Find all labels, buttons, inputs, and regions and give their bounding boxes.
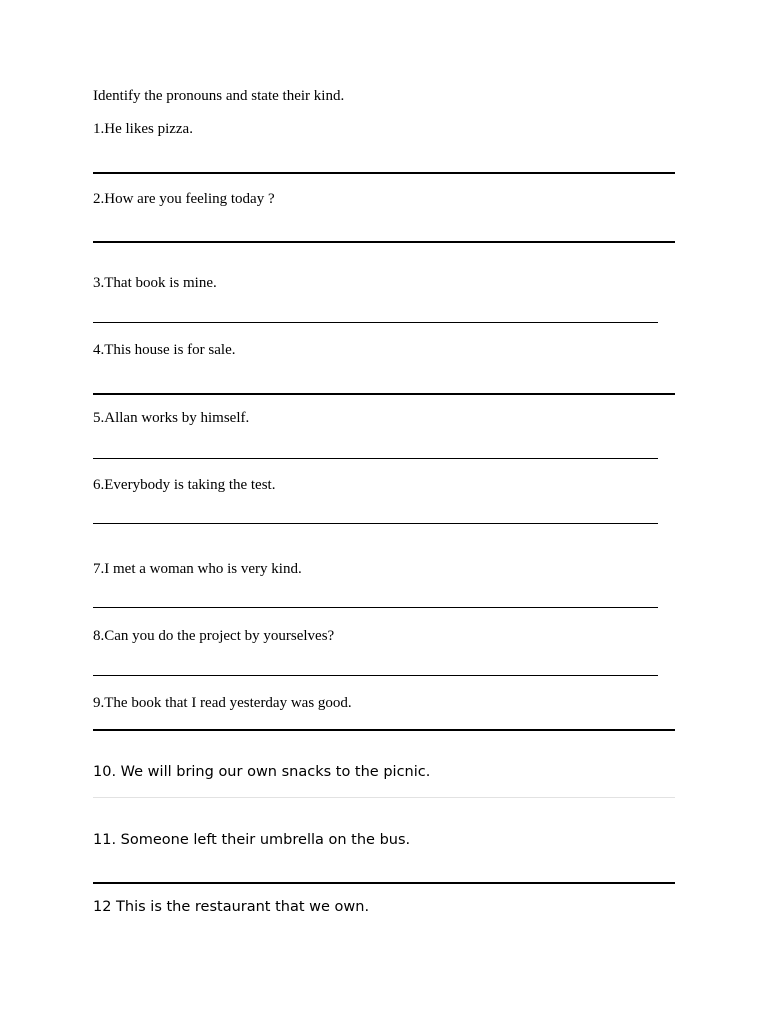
question-9: 9.The book that I read yesterday was good. [93, 695, 352, 711]
answer-line-9[interactable] [93, 729, 675, 731]
question-2: 2.How are you feeling today ? [93, 191, 275, 207]
question-3: 3.That book is mine. [93, 275, 217, 291]
question-7: 7.I met a woman who is very kind. [93, 561, 302, 577]
answer-line-7[interactable] [93, 607, 658, 608]
instructions: Identify the pronouns and state their kind. [93, 88, 345, 104]
answer-line-5[interactable] [93, 458, 658, 459]
question-4: 4.This house is for sale. [93, 342, 236, 358]
answer-line-8[interactable] [93, 675, 658, 676]
answer-line-6[interactable] [93, 523, 658, 524]
question-5: 5.Allan works by himself. [93, 410, 250, 426]
answer-line-4[interactable] [93, 393, 675, 395]
question-12: 12 This is the restaurant that we own. [93, 899, 370, 915]
question-10: 10. We will bring our own snacks to the picnic. [93, 764, 431, 780]
question-11: 11. Someone left their umbrella on the bus. [93, 832, 411, 848]
answer-line-2[interactable] [93, 241, 675, 243]
question-8: 8.Can you do the project by yourselves? [93, 628, 335, 644]
answer-line-1[interactable] [93, 172, 675, 174]
answer-line-3[interactable] [93, 322, 658, 323]
question-1: 1.He likes pizza. [93, 121, 193, 137]
answer-line-10[interactable] [93, 797, 675, 798]
question-6: 6.Everybody is taking the test. [93, 477, 276, 493]
answer-line-11[interactable] [93, 882, 675, 884]
